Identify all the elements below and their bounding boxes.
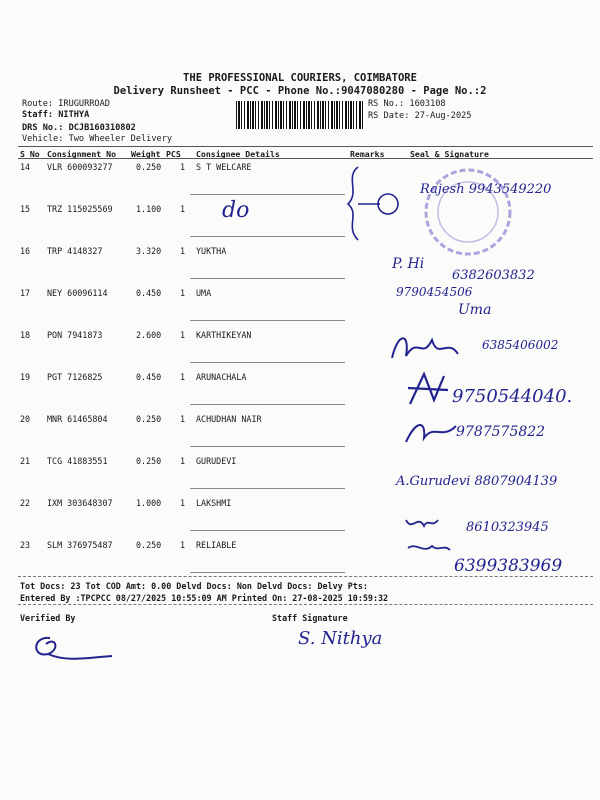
table-row bbox=[0, 278, 600, 320]
row-divider bbox=[190, 362, 345, 363]
row-weight: 1.000 bbox=[136, 498, 162, 508]
row-divider bbox=[190, 278, 345, 279]
row-consignment: PGT 7126825 bbox=[47, 372, 103, 382]
phone-row20: 9787575822 bbox=[456, 424, 546, 440]
totals-line: Tot Docs: 23 Tot COD Amt: 0.00 Delvd Docs: Non Delvd Docs: Delvy Pts: bbox=[20, 581, 368, 591]
phone-row19: 9750544040. bbox=[452, 386, 573, 407]
row-pcs: 1 bbox=[180, 162, 186, 172]
row-pcs: 1 bbox=[180, 330, 186, 340]
row-weight: 1.100 bbox=[136, 204, 162, 214]
signature-row22-scrawl bbox=[402, 512, 452, 562]
row-pcs: 1 bbox=[180, 372, 186, 382]
row-pcs: 1 bbox=[180, 204, 186, 214]
company-title: THE PROFESSIONAL COURIERS, COIMBATORE bbox=[183, 72, 417, 84]
row-consignment: TRZ 115025569 bbox=[47, 204, 113, 214]
row-sno: 22 bbox=[20, 498, 31, 508]
row-weight: 3.320 bbox=[136, 246, 162, 256]
row-divider bbox=[190, 194, 345, 195]
row-divider bbox=[190, 320, 345, 321]
row-divider bbox=[190, 446, 345, 447]
staff-signature-label: Staff Signature bbox=[272, 613, 348, 623]
col-pcs: PCS bbox=[166, 149, 181, 159]
row-consignee: YUKTHA bbox=[196, 246, 227, 256]
col-remarks: Remarks bbox=[350, 149, 385, 159]
phone-row18: 6385406002 bbox=[482, 338, 559, 352]
row-weight: 0.250 bbox=[136, 456, 162, 466]
row-divider bbox=[190, 404, 345, 405]
row-sno: 21 bbox=[20, 456, 31, 466]
phone-row22: 8610323945 bbox=[466, 520, 549, 535]
row-consignment: NEY 60096114 bbox=[47, 288, 108, 298]
row-consignment: TRP 4148327 bbox=[47, 246, 103, 256]
row-sno: 14 bbox=[20, 162, 31, 172]
col-consignee: Consignee Details bbox=[196, 149, 280, 159]
row-weight: 0.250 bbox=[136, 162, 162, 172]
row-pcs: 1 bbox=[180, 540, 186, 550]
row-sno: 17 bbox=[20, 288, 31, 298]
row-sno: 15 bbox=[20, 204, 31, 214]
phone-row17: 9790454506 bbox=[396, 285, 473, 299]
col-weight: Weight bbox=[131, 149, 161, 159]
verified-signature-scrawl bbox=[26, 628, 116, 668]
row-consignee: S T WELCARE bbox=[196, 162, 252, 172]
row-consignee: ACHUDHAN NAIR bbox=[196, 414, 262, 424]
row-consignment: SLM 376975487 bbox=[47, 540, 113, 550]
barcode bbox=[236, 101, 364, 129]
row-weight: 0.450 bbox=[136, 372, 162, 382]
row-pcs: 1 bbox=[180, 498, 186, 508]
route-label: Route: IRUGURROAD bbox=[22, 99, 110, 109]
row-sno: 16 bbox=[20, 246, 31, 256]
phone-row23: 6399383969 bbox=[454, 556, 563, 576]
row-consignee: ARUNACHALA bbox=[196, 372, 247, 382]
signature-row14: Rajesh 9943549220 bbox=[420, 182, 552, 197]
footer-rule-2 bbox=[18, 604, 593, 605]
rs-date: RS Date: 27-Aug-2025 bbox=[368, 111, 472, 121]
row-pcs: 1 bbox=[180, 288, 186, 298]
do-mark: do bbox=[222, 198, 250, 223]
row-pcs: 1 bbox=[180, 456, 186, 466]
row-sno: 23 bbox=[20, 540, 31, 550]
row-consignment: MNR 61465804 bbox=[47, 414, 108, 424]
col-sno: S No bbox=[20, 149, 40, 159]
col-seal-signature: Seal & Signature bbox=[410, 149, 489, 159]
rs-number: RS No.: 1603108 bbox=[368, 99, 446, 109]
runsheet-subtitle: Delivery Runsheet - PCC - Phone No.:9047080280 - Page No.:2 bbox=[113, 85, 487, 97]
row-consignee: LAKSHMI bbox=[196, 498, 232, 508]
col-consignment: Consignment No bbox=[47, 149, 117, 159]
signature-row19-scrawl bbox=[404, 370, 454, 410]
row-consignee: KARTHIKEYAN bbox=[196, 330, 252, 340]
row-weight: 0.250 bbox=[136, 540, 162, 550]
row-pcs: 1 bbox=[180, 414, 186, 424]
row-consignee: UMA bbox=[196, 288, 212, 298]
row-sno: 18 bbox=[20, 330, 31, 340]
row-divider bbox=[190, 572, 345, 573]
remarks-scribble bbox=[340, 162, 410, 242]
entered-by-line: Entered By :TPCPCC 08/27/2025 10:55:09 AM Printed On: 27-08-2025 10:59:32 bbox=[20, 593, 389, 603]
signature-row18-scrawl bbox=[388, 330, 468, 370]
staff-signature-text: S. Nithya bbox=[298, 628, 383, 649]
row-divider bbox=[190, 488, 345, 489]
row-weight: 0.250 bbox=[136, 414, 162, 424]
verified-by-label: Verified By bbox=[20, 613, 76, 623]
signature-row17: Uma bbox=[458, 302, 492, 318]
row-consignment: PON 7941873 bbox=[47, 330, 103, 340]
vehicle-label: Vehicle: Two Wheeler Delivery bbox=[22, 134, 173, 144]
signature-row21: A.Gurudevi 8807904139 bbox=[396, 474, 558, 489]
row-weight: 2.600 bbox=[136, 330, 162, 340]
row-sno: 20 bbox=[20, 414, 31, 424]
row-consignment: VLR 600093277 bbox=[47, 162, 113, 172]
phone-row16: 6382603832 bbox=[452, 268, 535, 283]
drs-label: DRS No.: DCJB160310802 bbox=[22, 123, 136, 133]
signature-row16: P. Hi bbox=[392, 256, 425, 272]
row-consignee: GURUDEVI bbox=[196, 456, 237, 466]
signature-row20-scrawl bbox=[402, 416, 462, 448]
row-pcs: 1 bbox=[180, 246, 186, 256]
header-rule-top bbox=[18, 146, 593, 147]
row-consignment: IXM 303648307 bbox=[47, 498, 113, 508]
row-sno: 19 bbox=[20, 372, 31, 382]
row-divider bbox=[190, 530, 345, 531]
row-divider bbox=[190, 236, 345, 237]
footer-rule bbox=[18, 576, 593, 577]
row-consignment: TCG 41883551 bbox=[47, 456, 108, 466]
row-weight: 0.450 bbox=[136, 288, 162, 298]
staff-label: Staff: NITHYA bbox=[22, 110, 90, 120]
row-consignee: RELIABLE bbox=[196, 540, 237, 550]
